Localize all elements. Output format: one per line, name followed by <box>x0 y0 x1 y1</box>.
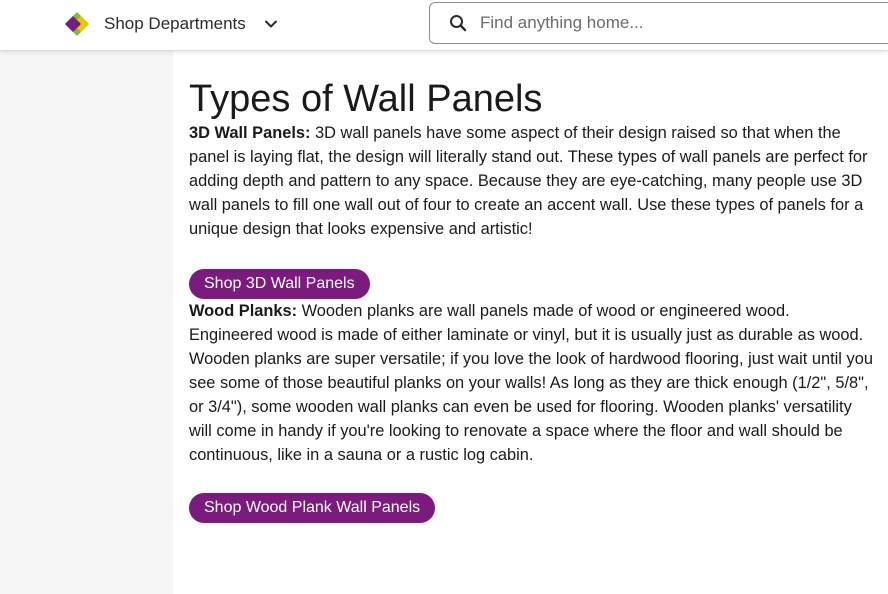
main-content <box>173 51 888 594</box>
section-term: Wood Planks: <box>189 302 298 320</box>
shop-3d-wall-panels-button[interactable]: Shop 3D Wall Panels <box>189 269 370 299</box>
shop-departments-label: Shop Departments <box>104 14 246 33</box>
article <box>189 51 873 523</box>
site-header <box>0 0 888 51</box>
shop-wood-plank-wall-panels-button[interactable]: Shop Wood Plank Wall Panels <box>189 493 435 523</box>
left-sidebar <box>0 51 173 594</box>
section-text: 3D wall panels have some aspect of their design raised so that when the panel is laying flat, the design will literally stand out. These types of wall panels are perfect for adding depth and pattern to any space. Because they are eye-catching, many people use 3D wall panels to fill one wall out of four to create an accent wall. Use these types of panels for a unique design that looks expensive and artistic! <box>189 124 868 238</box>
chevron-down-icon <box>264 17 278 31</box>
shop-departments-button[interactable] <box>104 12 278 36</box>
section-3d-wall-panels <box>189 121 873 241</box>
search-bar <box>429 2 888 44</box>
search-icon[interactable] <box>449 14 467 32</box>
search-input[interactable] <box>478 12 882 34</box>
page-title: Types of Wall Panels <box>189 78 543 120</box>
section-text: Wooden planks are wall panels made of wood or engineered wood. Engineered wood is made of either laminate or vinyl, but it is usually just as durable as wood. Wooden planks are super versatile; if you love the look of hardwood flooring, just wait until you see some of those beautiful planks on your walls! As long as they are thick enough (1/2", 5/8", or 3/4"), some wooden wall planks can even be used for flooring. Wooden planks' versatility will come in handy if you're looking to renovate a space where the floor and wall should be continuous, like in a sauna or a rustic log cabin. <box>189 302 873 464</box>
section-term: 3D Wall Panels: <box>189 124 311 142</box>
logo-icon[interactable] <box>64 11 90 37</box>
section-wood-planks <box>189 299 873 467</box>
